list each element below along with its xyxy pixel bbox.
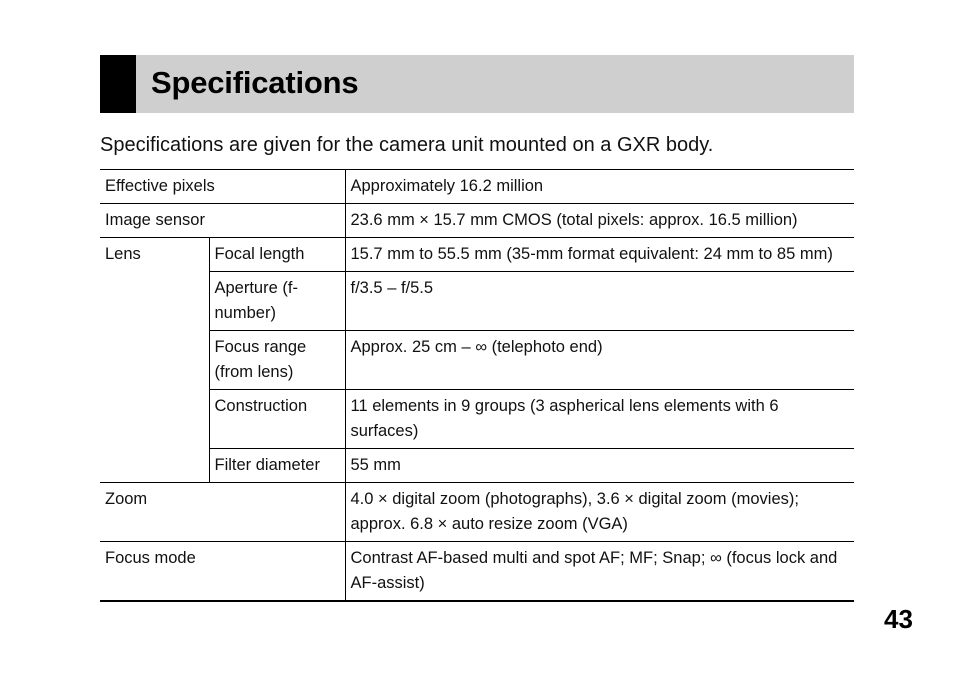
row-value-focus-mode: Contrast AF-based multi and spot AF; MF; Snap; ∞ (focus lock and AF-assist)	[345, 542, 854, 602]
specifications-table	[100, 169, 854, 602]
row-label-focus-mode: Focus mode	[100, 542, 345, 602]
row-value-effective-pixels: Approximately 16.2 million	[345, 170, 854, 204]
row-label-focus-range: Focus range (from lens)	[209, 331, 345, 390]
row-value-focus-range: Approx. 25 cm – ∞ (telephoto end)	[345, 331, 854, 390]
table-row	[100, 204, 854, 238]
table-row	[100, 331, 854, 390]
row-value-image-sensor: 23.6 mm × 15.7 mm CMOS (total pixels: approx. 16.5 million)	[345, 204, 854, 238]
title-marker	[100, 55, 136, 113]
row-value-focal-length: 15.7 mm to 55.5 mm (35-mm format equivalent: 24 mm to 85 mm)	[345, 238, 854, 272]
page-number: 43	[884, 604, 913, 634]
table-row	[100, 542, 854, 602]
row-value-construction: 11 elements in 9 groups (3 aspherical lens elements with 6 surfaces)	[345, 390, 854, 449]
row-label-aperture: Aperture (f-number)	[209, 272, 345, 331]
row-group-lens: Lens	[100, 238, 209, 483]
table-row	[100, 483, 854, 542]
title-bar	[100, 55, 854, 113]
table-row	[100, 170, 854, 204]
row-label-effective-pixels: Effective pixels	[100, 170, 345, 204]
row-value-zoom: 4.0 × digital zoom (photographs), 3.6 × digital zoom (movies); approx. 6.8 × auto resize zoom (VGA)	[345, 483, 854, 542]
table-row	[100, 238, 854, 272]
table-row	[100, 449, 854, 483]
page-title: Specifications	[151, 65, 359, 100]
row-value-filter-diameter: 55 mm	[345, 449, 854, 483]
row-label-focal-length: Focal length	[209, 238, 345, 272]
table-row	[100, 390, 854, 449]
row-label-construction: Construction	[209, 390, 345, 449]
row-value-aperture: f/3.5 – f/5.5	[345, 272, 854, 331]
table-row	[100, 272, 854, 331]
row-label-filter-diameter: Filter diameter	[209, 449, 345, 483]
intro-text: Specifications are given for the camera unit mounted on a GXR body.	[100, 134, 714, 156]
row-label-zoom: Zoom	[100, 483, 345, 542]
row-label-image-sensor: Image sensor	[100, 204, 345, 238]
